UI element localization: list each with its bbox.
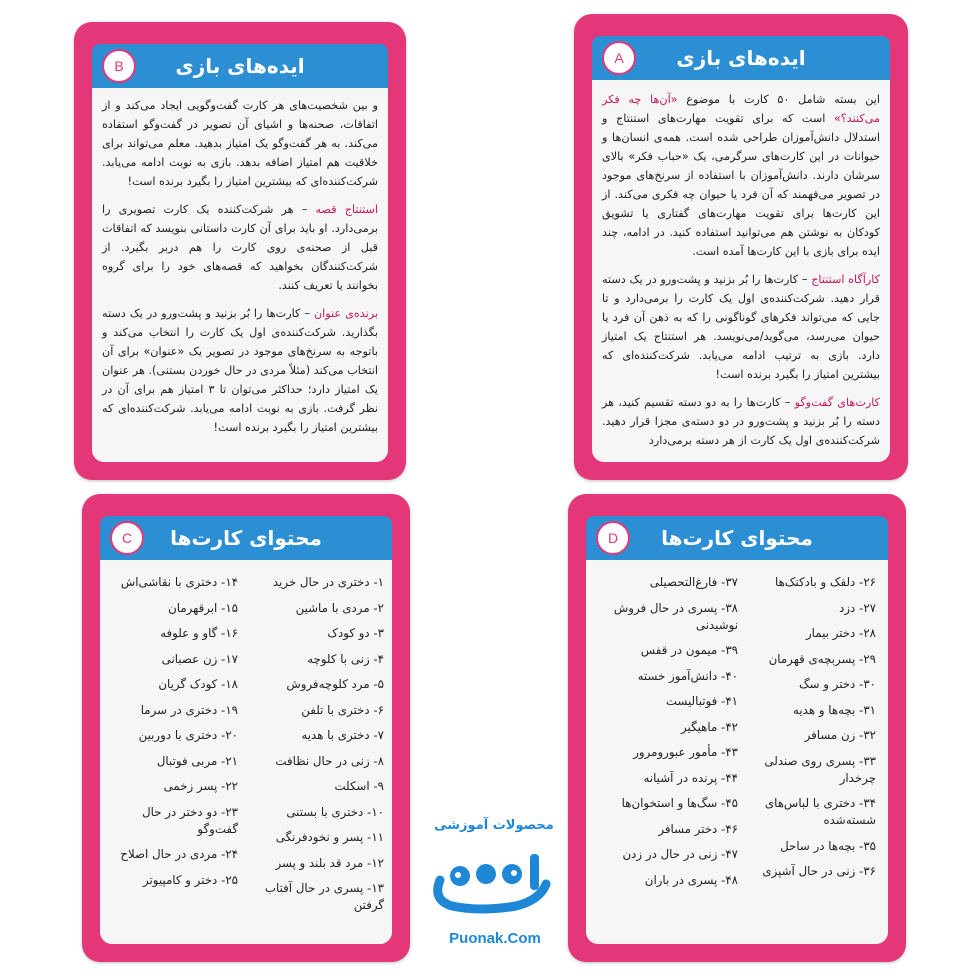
card-a-topic: «آن‌ها چه فکر می‌کنند؟» bbox=[602, 93, 880, 125]
card-d-list-right bbox=[746, 574, 876, 889]
list-item: ۴۷- زنی در حال در زدن bbox=[622, 847, 738, 861]
card-b-game-text: – کارت‌ها را بُر بزنید و پشت‌ورو در یک دسته بگذارید. شرکت‌کننده‌ی اول یک کارت را انتخاب می‌کند و باتوجه به سرنخ‌های موجود در تصویر یک «عنوان» برای آن انتخاب می‌کند (مثلاً مردی در حال خوردن بستنی). هر عنوان یک امتیاز دارد؛ حداکثر می‌توان تا ۳ امتیاز هم برای آن در نظر گرفت. بازی به نوبت ادامه می‌یابد. شرکت‌کننده‌ای که بیشترین امتیاز را بگیرد برنده است! bbox=[102, 307, 378, 434]
card-d-header bbox=[586, 516, 888, 560]
logo-name bbox=[450, 862, 540, 863]
card-b-paragraph-1: و بین شخصیت‌های هر کارت گفت‌وگویی ایجاد می‌کند و از اتفاقات، صحنه‌ها و اشیای آن تصویر در گفت‌وگو استفاده می‌کند. به هر گفت‌وگو یک امتیاز بدهید. معلم می‌تواند برای خلاقیت هم امتیاز اضافه بدهد. بازی به نوبت ادامه می‌یابد. شرکت‌کننده‌ای که بیشترین امتیاز را بگیرد برنده است! bbox=[102, 99, 378, 188]
list-item: ۱۵- ابرقهرمان bbox=[168, 600, 238, 615]
list-item: ۲۷- دزد bbox=[839, 600, 876, 615]
card-a-paragraph-3 bbox=[602, 393, 880, 450]
card-d-list-left bbox=[598, 574, 738, 897]
card-a-intro-rest: است که برای تقویت مهارت‌های استنتاج و استدلال دانش‌آموزان طراحی شده است. همه‌ی انسان‌ها و حیوانات در این کارت‌های سرگرمی، یک «حباب فکر» بالای سرشان دارند. دانش‌آموزان با استفاده از سرنخ‌های موجود در تصویر می‌فهمند که آن فرد یا حیوان چه فکری می‌کند. از این کارت‌ها برای تقویت مهارت‌های گفتاری یا تشویق کودکان به نوشتن هم می‌توانید استفاده کنید. در ادامه، چند ایده برای بازی با این کارت‌ها آمده است. bbox=[602, 112, 880, 258]
list-item: ۴۳- مأمور عبورومرور bbox=[633, 745, 738, 759]
logo-url: Puonak.Com bbox=[449, 930, 541, 947]
list-item: ۶- دختری با تلفن bbox=[301, 702, 384, 717]
card-d-badge: D bbox=[596, 521, 630, 555]
card-a bbox=[574, 14, 908, 480]
logo-mark-icon bbox=[420, 840, 570, 920]
list-item: ۳۵- بچه‌ها در ساحل bbox=[780, 838, 876, 853]
card-a-paragraph-2 bbox=[602, 270, 880, 384]
list-item: ۴۱- فوتبالیست bbox=[665, 694, 738, 708]
card-a-game-title: کارت‌های گفت‌وگو bbox=[794, 396, 881, 409]
list-item: ۳۶- زنی در حال آشپزی bbox=[762, 864, 876, 878]
list-item: ۲۴- مردی در حال اصلاح bbox=[120, 847, 238, 861]
card-d bbox=[568, 494, 906, 962]
card-c-list-left bbox=[108, 574, 238, 897]
logo-tagline: محصولات آموزشی bbox=[434, 818, 554, 833]
list-item: ۲۸- دختر بیمار bbox=[805, 626, 876, 640]
list-item: ۳۲- زن مسافر bbox=[804, 728, 876, 742]
list-item: ۴۵- سگ‌ها و استخوان‌ها bbox=[621, 796, 738, 810]
card-d-title: محتوای کارت‌ها bbox=[661, 526, 813, 550]
list-item: ۲- مردی با ماشین bbox=[295, 600, 384, 615]
list-item: ۴۲- ماهیگیر bbox=[681, 719, 738, 734]
list-item: ۲۳- دو دختر در حال گفت‌وگو bbox=[142, 804, 238, 836]
card-b-paragraph-3 bbox=[102, 304, 378, 437]
list-item: ۴۶- دختر مسافر bbox=[658, 821, 738, 836]
list-item: ۳- دو کودک bbox=[327, 626, 384, 640]
card-b-header bbox=[92, 44, 388, 88]
list-item: ۳۱- بچه‌ها و هدیه bbox=[793, 702, 876, 717]
list-item: ۹- اسکلت bbox=[334, 779, 384, 793]
list-item: ۱۲- مرد قد بلند و پسر bbox=[275, 855, 384, 870]
list-item: ۳۳- پسری روی صندلی چرخدار bbox=[764, 753, 876, 785]
card-c-badge: C bbox=[110, 521, 144, 555]
list-item: ۱۸- کودک گریان bbox=[158, 677, 238, 691]
list-item: ۲۲- پسر زخمی bbox=[163, 779, 238, 793]
list-item: ۲۶- دلقک و بادکنک‌ها bbox=[775, 575, 876, 589]
list-item: ۳۰- دختر و سگ bbox=[799, 677, 876, 691]
list-item: ۳۸- پسری در حال فروش نوشیدنی bbox=[613, 600, 738, 632]
list-item: ۱۱- پسر و نخودفرنگی bbox=[275, 830, 384, 844]
list-item: ۴- زنی با کلوچه bbox=[307, 651, 384, 666]
list-item: ۷- دختری با هدیه bbox=[301, 728, 384, 742]
card-a-body bbox=[602, 90, 880, 459]
card-b-game-title: برنده‌ی عنوان bbox=[313, 307, 378, 320]
list-item: ۴۴- پرنده در آشیانه bbox=[643, 770, 738, 785]
list-item: ۳۷- فارغ‌التحصیلی bbox=[649, 575, 738, 589]
list-item: ۳۹- میمون در قفس bbox=[640, 643, 738, 657]
list-item: ۲۱- مربی فوتبال bbox=[156, 753, 238, 768]
brand-logo bbox=[420, 812, 570, 962]
card-a-header bbox=[592, 36, 890, 80]
list-item: ۱۰- دختری با بستنی bbox=[286, 804, 384, 819]
list-item: ۳۴- دختری با لباس‌های شسته‌شده bbox=[764, 796, 876, 827]
list-item: ۴۸- پسری در باران bbox=[644, 872, 738, 887]
card-b-game-text: – هر شرکت‌کننده یک کارت تصویری را برمی‌دارد. او باید برای آن کارت داستانی بنویسد که اتفاقات قبل از صحنه‌ی روی کارت را هم دربر بگیرد. از شرکت‌کنندگان بخواهید که قصه‌های خود را برای گروه بخوانند یا تعریف کنند. bbox=[102, 203, 378, 292]
card-b-game-title: استنتاج قصه bbox=[315, 203, 378, 216]
card-a-title: ایده‌های بازی bbox=[676, 46, 806, 70]
card-c-title: محتوای کارت‌ها bbox=[170, 526, 322, 550]
list-item: ۱۷- زن عصبانی bbox=[161, 651, 238, 666]
list-item: ۱۹- دختری در سرما bbox=[140, 702, 238, 717]
card-a-paragraph-1 bbox=[602, 90, 880, 261]
list-item: ۵- مرد کلوچه‌فروش bbox=[286, 677, 384, 691]
card-c bbox=[82, 494, 410, 962]
list-item: ۲۵- دختر و کامپیوتر bbox=[142, 872, 238, 887]
card-a-game-text: – کارت‌ها را بُر بزنید و پشت‌ورو در یک دسته قرار دهید. شرکت‌کننده‌ی اول یک کارت را برمی‌دارد و تا جایی که می‌تواند فکرهای گوناگونی را که به ذهن آن فرد یا حیوان می‌رسد، می‌گوید/می‌نویسد. هر استنتاج یک امتیاز دارد. بازی به ترتیب ادامه می‌یابد. شرکت‌کننده‌ای که بیشترین امتیاز را بگیرد برنده است! bbox=[602, 273, 880, 381]
card-a-intro: این بسته شامل ۵۰ کارت با موضوع bbox=[686, 93, 881, 106]
card-c-list-right bbox=[234, 574, 384, 923]
card-c-header bbox=[100, 516, 392, 560]
card-a-game-text: – کارت‌ها را به دو دسته تقسیم کنید، هر دسته را بُر بزنید و پشت‌ورو در دو دسته‌ی مجزا قرار دهید. شرکت‌کننده‌ی اول یک کارت از هر دسته برمی‌دارد bbox=[602, 396, 880, 447]
card-a-badge: A bbox=[602, 41, 636, 75]
card-a-game-title: کارآگاه استنتاج bbox=[811, 273, 880, 286]
list-item: ۲۰- دختری با دوربین bbox=[138, 728, 238, 742]
list-item: ۲۹- پسربچه‌ی قهرمان bbox=[768, 651, 876, 666]
list-item: ۴۰- دانش‌آموز خسته bbox=[637, 668, 738, 683]
list-item: ۱۴- دختری با نقاشی‌اش bbox=[120, 575, 238, 589]
card-b-title: ایده‌های بازی bbox=[175, 54, 305, 78]
card-b bbox=[74, 22, 406, 480]
card-b-badge: B bbox=[102, 49, 136, 83]
list-item: ۱- دختری در حال خرید bbox=[272, 575, 384, 589]
card-b-body bbox=[102, 96, 378, 446]
list-item: ۸- زنی در حال نظافت bbox=[275, 753, 384, 768]
list-item: ۱۶- گاو و علوفه bbox=[160, 626, 238, 640]
card-b-paragraph-2 bbox=[102, 200, 378, 295]
list-item: ۱۳- پسری در حال آفتاب گرفتن bbox=[264, 881, 384, 912]
